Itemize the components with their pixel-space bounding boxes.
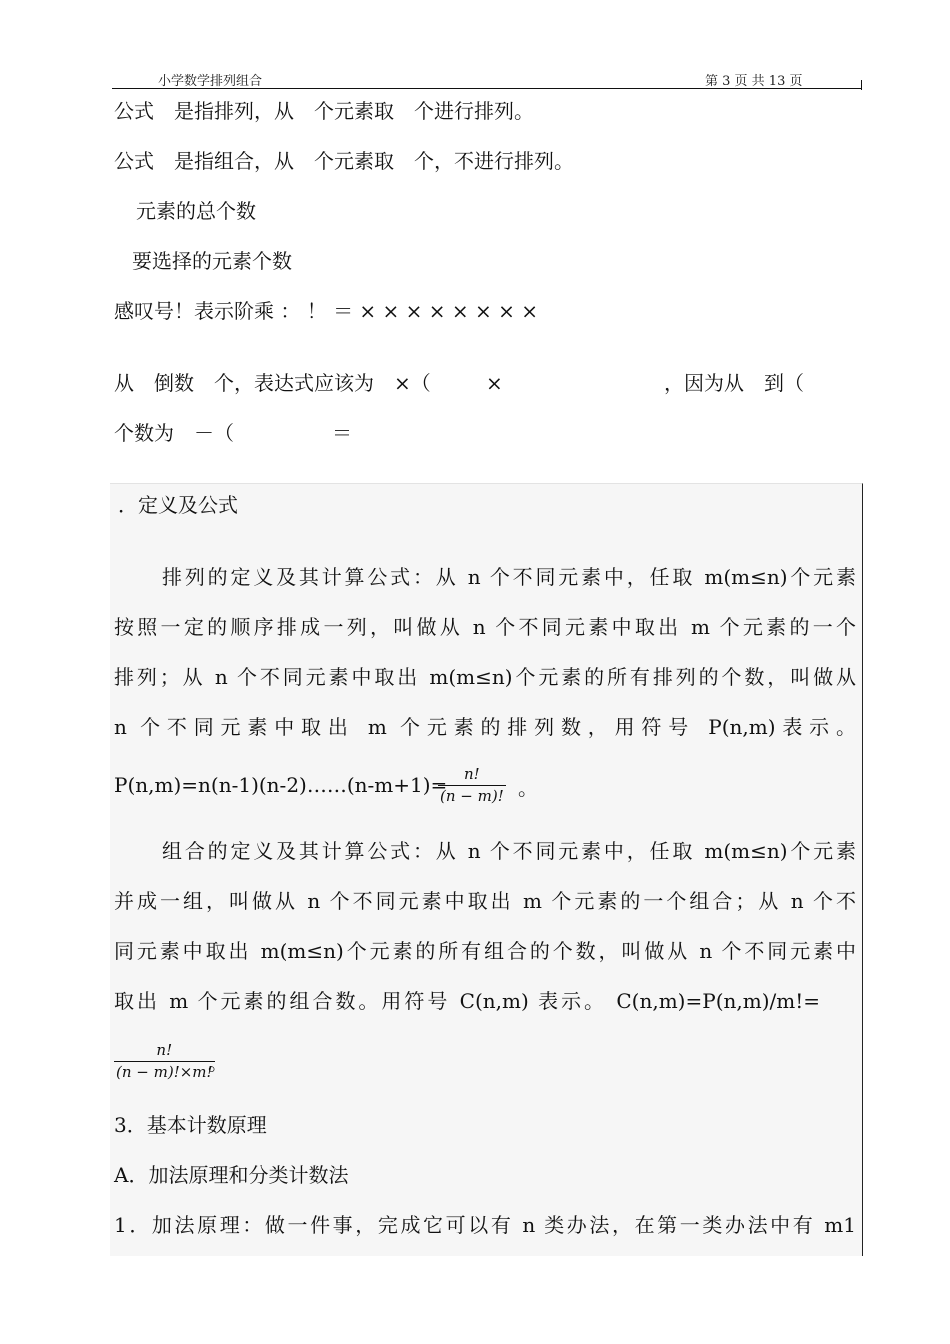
countdown-line-a: 从 倒数 个，表达式应该为 ×（ [114, 371, 431, 395]
fraction-bar [114, 1061, 215, 1062]
perm-line-1: 排列的定义及其计算公式：从 n 个不同元素中，任取 m(m≤n)个元素 [162, 565, 856, 589]
perm-line-3: 排列；从 n 个不同元素中取出 m(m≤n)个元素的所有排列的个数，叫做从 [114, 665, 856, 689]
perm-line-4: n 个不同元素中取出 m 个元素的排列数，用符号 P(n,m)表示。 [114, 715, 856, 739]
countdown-line-b: × [486, 371, 503, 395]
header-rule-end [861, 80, 862, 90]
count-line-a: 个数为 －（ [114, 421, 234, 445]
definition-chosen-elements: 要选择的元素个数 [132, 249, 292, 273]
comb-line-1: 组合的定义及其计算公式：从 n 个不同元素中，任取 m(m≤n)个元素 [162, 839, 856, 863]
heading-basic-counting: 3．基本计数原理 [114, 1113, 267, 1137]
header-title: 小学数学排列组合 [158, 74, 263, 89]
page-number: 第 3 页 共 13 页 [705, 74, 803, 89]
perm-fraction-denominator: (n − m)! [440, 787, 504, 805]
count-line-b: ＝ [332, 421, 352, 445]
comb-line-4: 取出 m 个元素的组合数。用符号 C(n,m) 表示。 C(n,m)=P(n,m)/m!= [114, 989, 820, 1013]
header-rule [112, 88, 862, 89]
formula-line-permutation: 公式 是指排列，从 个元素取 个进行排列。 [114, 99, 534, 123]
heading-addition-principle: A．加法原理和分类计数法 [114, 1163, 349, 1187]
comb-fraction-numerator: n! [156, 1041, 173, 1059]
comb-fraction [114, 1042, 215, 1081]
comb-formula-end: 。 [208, 1051, 228, 1075]
countdown-line-c: ，因为从 到（ [664, 371, 804, 395]
section-title: ．定义及公式 [118, 493, 238, 517]
perm-line-2: 按照一定的顺序排成一列，叫做从 n 个不同元素中取出 m 个元素的一个 [114, 615, 856, 639]
fraction-bar [438, 785, 506, 786]
comb-fraction-denominator: (n − m)!×m! [116, 1063, 213, 1081]
definition-section [110, 483, 863, 1256]
perm-formula: P(n,m)=n(n-1)(n-2)……(n-m+1)= [114, 773, 448, 797]
perm-fraction-numerator: n! [464, 765, 480, 783]
perm-formula-end: 。 [518, 776, 538, 800]
comb-line-3: 同元素中取出 m(m≤n)个元素的所有组合的个数，叫做从 n 个不同元素中 [114, 939, 856, 963]
addition-principle-item: 1．加法原理：做一件事，完成它可以有 n 类办法，在第一类办法中有 m1 [114, 1213, 856, 1237]
formula-line-combination: 公式 是指组合，从 个元素取 个，不进行排列。 [114, 149, 574, 173]
perm-fraction [438, 766, 506, 805]
comb-line-2: 并成一组，叫做从 n 个不同元素中取出 m 个元素的一个组合；从 n 个不 [114, 889, 856, 913]
factorial-line: 感叹号！表示阶乘 ： ！ ＝ × × × × × × × × [114, 299, 538, 323]
definition-total-elements: 元素的总个数 [136, 199, 256, 223]
